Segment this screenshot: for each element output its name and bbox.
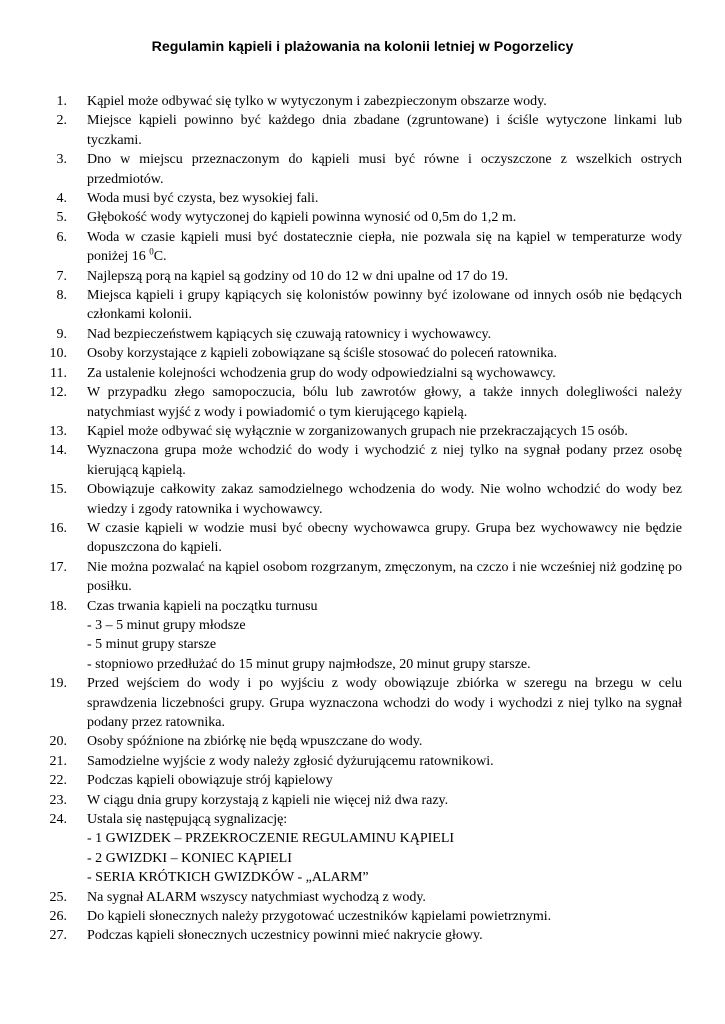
- rule-item: [0, 888, 725, 907]
- rule-text-main: Samodzielne wyjście z wody należy zgłosić dyżurującemu ratownikowi.: [87, 753, 494, 769]
- rule-text-main: Ustala się następującą sygnalizację:: [87, 812, 288, 828]
- rule-number: 17.: [49, 559, 67, 575]
- page-title: Regulamin kąpieli i plażowania na kolonii letniej w Pogorzelicy: [151, 39, 574, 55]
- rule-text: [87, 441, 682, 480]
- rule-text-main: Podczas kąpieli słonecznych uczestnicy powinni mieć nakrycie głowy.: [87, 928, 483, 944]
- rule-text: [87, 208, 682, 227]
- rule-text-main: Na sygnał ALARM wszyscy natychmiast wychodzą z wody.: [87, 889, 426, 905]
- rule-text-main: W ciągu dnia grupy korzystają z kąpieli nie więcej niż dwa razy.: [87, 792, 449, 808]
- rule-text: [87, 597, 682, 675]
- rule-number: 24.: [49, 812, 67, 828]
- degree-superscript: 0: [149, 246, 154, 257]
- rule-number: 25.: [49, 889, 67, 905]
- rule-text-main: Przed wejściem do wody i po wyjściu z wody obowiązuje zbiórka w szeregu na brzegu w celu sprawdzenia liczebności grupy. Grupa wyznaczona wchodzi do wody i wychodzi z niej tylko na sygnał podany przez ratownika.: [87, 676, 682, 730]
- rule-item: [0, 325, 725, 344]
- rule-text: [87, 344, 682, 363]
- rule-text-after: C.: [153, 249, 167, 265]
- rule-text: [87, 111, 682, 150]
- rule-number: 9.: [56, 326, 67, 342]
- rule-text-main: Podczas kąpieli obowiązuje strój kąpielowy: [87, 773, 333, 789]
- rule-text: [87, 519, 682, 558]
- rule-text: [87, 558, 682, 597]
- rule-number: 2.: [56, 113, 67, 129]
- rule-item: [0, 926, 725, 945]
- rule-text-main: Osoby korzystające z kąpieli zobowiązane są ściśle stosować do poleceń ratownika.: [87, 346, 557, 362]
- rule-text: [87, 810, 682, 888]
- rule-number: 26.: [49, 909, 67, 925]
- rule-number: 6.: [56, 229, 67, 245]
- rule-number: 19.: [49, 676, 67, 692]
- rule-subline: - SERIA KRÓTKICH GWIZDKÓW - „ALARM”: [87, 870, 369, 886]
- rule-text: [87, 771, 682, 790]
- rule-text: [87, 480, 682, 519]
- rule-item: [0, 791, 725, 810]
- rule-item: [0, 441, 725, 480]
- rule-item: [0, 344, 725, 363]
- rule-number: 21.: [49, 753, 67, 769]
- rule-item: [0, 150, 725, 189]
- rule-number: 27.: [49, 928, 67, 944]
- rule-item: [0, 228, 725, 267]
- rule-text: [87, 364, 682, 383]
- rule-text-main: Do kąpieli słonecznych należy przygotować uczestników kąpielami powietrznymi.: [87, 909, 552, 925]
- rule-item: [0, 92, 725, 111]
- rule-item: [0, 810, 725, 888]
- rule-item: [0, 111, 725, 150]
- rule-number: 1.: [56, 94, 67, 109]
- rule-subline: - stopniowo przedłużać do 15 minut grupy najmłodsze, 20 minut grupy starsze.: [87, 656, 531, 672]
- rule-number: 8.: [56, 288, 67, 304]
- rule-item: [0, 732, 725, 751]
- rule-text-main: Wyznaczona grupa może wchodzić do wody i wychodzić z niej tylko na sygnał podany przez osobę kierującą kąpielą.: [87, 443, 682, 478]
- rule-number: 3.: [56, 152, 67, 168]
- rule-text: [87, 383, 682, 422]
- rule-subline: - 1 GWIZDEK – PRZEKROCZENIE REGULAMINU KĄPIELI: [87, 831, 455, 847]
- rule-text-main: Obowiązuje całkowity zakaz samodzielnego wchodzenia do wody. Nie wolno wchodzić do wody bez wiedzy i zgody ratownika i wychowawcy.: [87, 482, 682, 517]
- rule-text-main: Nie można pozwalać na kąpiel osobom rozgrzanym, zmęczonym, na czczo i nie wcześniej niż godzinę po posiłku.: [87, 559, 682, 595]
- rule-text-main: Kąpiel może odbywać się tylko w wytyczonym i zabezpieczonym obszarze wody.: [87, 94, 547, 109]
- rule-text: [87, 228, 682, 267]
- rule-text-main: Miejsce kąpieli powinno być każdego dnia zbadane (zgruntowane) i ściśle wytyczone linkami lub tyczkami.: [87, 113, 682, 148]
- rule-text: [87, 888, 682, 907]
- rule-item: [0, 752, 725, 771]
- rule-item: [0, 519, 725, 558]
- rule-text-main: Woda w czasie kąpieli musi być dostatecznie ciepła, nie pozwala się na kąpiel w temperaturze wody poniżej 16: [87, 229, 682, 265]
- rule-text-main: W czasie kąpieli w wodzie musi być obecny wychowawca grupy. Grupa bez wychowawcy nie będzie dopuszczona do kąpieli.: [87, 520, 682, 556]
- rule-text-main: Czas trwania kąpieli na początku turnusu: [87, 598, 318, 614]
- rule-item: [0, 383, 725, 422]
- rule-text: [87, 752, 682, 771]
- rule-text: [87, 267, 682, 286]
- rule-text-main: Za ustalenie kolejności wchodzenia grup do wody odpowiedzialni są wychowawcy.: [87, 365, 556, 381]
- rule-item: [0, 364, 725, 383]
- rule-text-main: Miejsca kąpieli i grupy kąpiących się kolonistów powinny być izolowane od innych osób nie będących członkami kolonii.: [87, 288, 682, 323]
- rule-number: 4.: [56, 191, 67, 207]
- rule-number: 18.: [49, 598, 67, 614]
- rule-text-main: Osoby spóźnione na zbiórkę nie będą wpuszczane do wody.: [87, 734, 423, 750]
- rule-number: 12.: [49, 385, 67, 401]
- rule-item: [0, 771, 725, 790]
- rule-text: [87, 926, 682, 945]
- rule-number: 10.: [49, 346, 67, 362]
- rule-item: [0, 286, 725, 325]
- rule-number: 15.: [49, 482, 67, 498]
- rule-number: 22.: [49, 773, 67, 789]
- rule-text: [87, 732, 682, 751]
- rule-text: [87, 422, 682, 441]
- rule-number: 23.: [49, 792, 67, 808]
- rules-list: [0, 92, 725, 946]
- rule-text: [87, 907, 682, 926]
- rule-text: [87, 325, 682, 344]
- rule-item: [0, 597, 725, 675]
- rule-text-main: W przypadku złego samopoczucia, bólu lub zawrotów głowy, a także innych dolegliwości należy natychmiast wyjść z wody i powiadomić o tym kierującego kąpielą.: [87, 385, 682, 420]
- rule-text: [87, 189, 682, 208]
- rule-item: [0, 189, 725, 208]
- rule-subline: - 3 – 5 minut grupy młodsze: [87, 617, 246, 633]
- rule-number: 5.: [56, 210, 67, 226]
- rule-text-main: Kąpiel może odbywać się wyłącznie w zorganizowanych grupach nie przekraczających 15 osób.: [87, 423, 628, 439]
- rule-number: 16.: [49, 520, 67, 536]
- rule-number: 7.: [56, 268, 67, 284]
- rule-number: 14.: [49, 443, 67, 459]
- rule-text-main: Dno w miejscu przeznaczonym do kąpieli musi być równe i oczyszczone z wszelkich ostrych przedmiotów.: [87, 152, 682, 187]
- rule-item: [0, 558, 725, 597]
- rule-item: [0, 267, 725, 286]
- rule-text-main: Głębokość wody wytyczonej do kąpieli powinna wynosić od 0,5m do 1,2 m.: [87, 210, 517, 226]
- rule-subline: - 5 minut grupy starsze: [87, 637, 217, 653]
- rule-item: [0, 907, 725, 926]
- rule-number: 11.: [50, 365, 67, 381]
- rule-text: [87, 150, 682, 189]
- rule-text-main: Nad bezpieczeństwem kąpiących się czuwają ratownicy i wychowawcy.: [87, 326, 492, 342]
- rule-number: 20.: [49, 734, 67, 750]
- rule-text-main: Najlepszą porą na kąpiel są godziny od 10 do 12 w dni upalne od 17 do 19.: [87, 268, 509, 284]
- rule-text-main: Woda musi być czysta, bez wysokiej fali.: [87, 191, 319, 207]
- rule-text: [87, 791, 682, 810]
- rule-item: [0, 674, 725, 732]
- rule-text: [87, 674, 682, 732]
- rule-text: [87, 286, 682, 325]
- rule-item: [0, 208, 725, 227]
- rule-number: 13.: [49, 423, 67, 439]
- rule-subline: - 2 GWIZDKI – KONIEC KĄPIELI: [87, 850, 292, 866]
- rule-item: [0, 422, 725, 441]
- rule-text: [87, 92, 682, 111]
- rule-item: [0, 480, 725, 519]
